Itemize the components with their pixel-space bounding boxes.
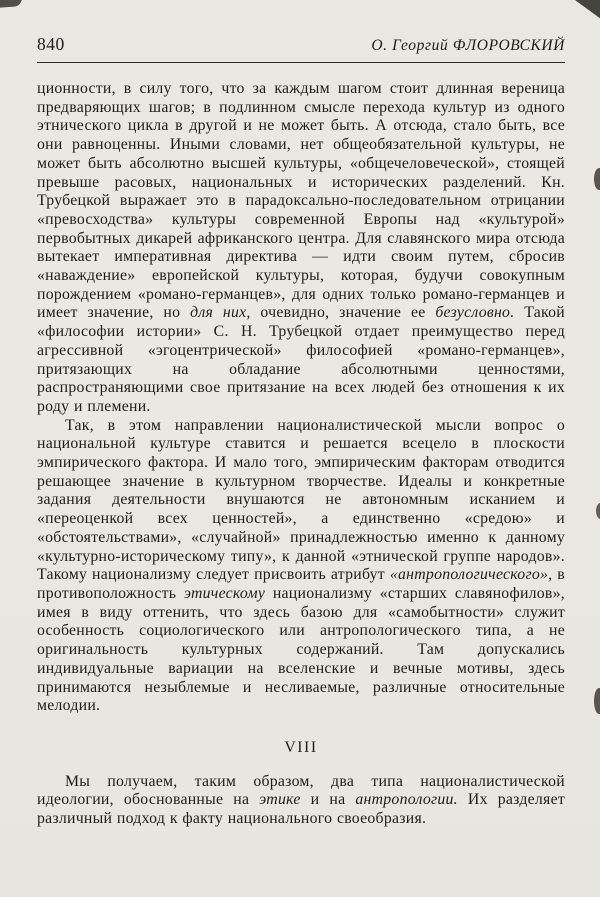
emphasis-text: этическому [183,584,266,602]
emphasis-text: для них, [190,304,251,322]
scan-artifact-right-1 [594,168,600,190]
text-run: и на [300,791,356,809]
running-title: О. Георгий ФЛОРОВСКИЙ [371,37,565,54]
paragraph [37,80,565,417]
text-run: ционности, в силу того, что за каждым шагом стоит длинная вереница предваряющих шагов; в подлинном смысле перехода культур из одного этнического цикла в другой и не может быть. А отсюда, стало быть, все они равноценны. Иными словами, нет общеобязательной культуры, не может быть абсолютно высшей культуры, «общечеловеческой», стоящей превыше расовых, национальных и исторических разделений. Кн. Трубецкой выражает это в парадоксально-последовательном отрицании «превосходства» культуры современной Европы над «культурой» первобытных дикарей африканского центра. Для славянского мира отсюда вытекает императивная директива — идти своим путем, сбросив «наваждение» европейской культуры, которая, будучи совокупным порождением «романо-германцев», для одних только романо-германцев и имеет значение, но [37,80,565,322]
text-run: национализму «старших славянофилов», имея в виду оттенить, что здесь базою для «самобытности» служит особенность социологического или антропологического типа, а не оригинальность культурных содержаний. Там допускались индивидуальные вариации на вселенские и вечные мотивы, здесь принимаются незыблемые и несливаемые, различные относительные мелодии. [37,584,565,715]
paragraph [37,773,565,829]
scan-artifact-top-right [562,0,600,24]
scan-artifact-right-3 [594,688,600,714]
emphasis-text: этике [259,791,301,809]
text-run: очевидно, значение ее [250,304,436,322]
text-run: Их разделяет различный подход к факту национального своеобразия. [37,791,565,828]
page-header [37,34,565,63]
text-run: Мы получаем, таким образом, два типа националистической идеологии, обоснованные на [37,772,565,809]
scan-artifact-right-2 [596,503,600,519]
emphasis-text: безусловно. [435,304,515,322]
paragraph [37,417,565,716]
emphasis-text: антропологии. [355,791,458,809]
text-run: Такой «философии истории» С. Н. Трубецкой отдает преимущество перед агрессивной «эгоцентрической» философией «романо-германцев», притязающих на обладание абсолютными ценностями, распространяющими свое притязание на всех людей без отношения к их роду и племени. [37,304,565,415]
scan-artifact-top-left [0,0,22,8]
emphasis-text: «антропологического», [389,566,553,584]
text-run: Так, в этом направлении националистической мысли вопрос о национальной культуре ставится и решается всецело в плоскости эмпирического фактора. И мало того, эмпирическим факторам отводится решающее значение в культурном творчестве. Идеалы и конкретные задания деятельности внушаются не автономным исканием и «переоценкой всех ценностей», а единственно «средою» и «обстоятельствами», «случайной» принадлежностью именно к данному «культурно-историческому типу», к данной «этнической группе народов». Такому национализму следует присвоить атрибут [37,416,565,584]
text-run: в противоположность [37,566,565,602]
page-content [37,34,565,829]
text-body [37,80,565,829]
section-heading: VIII [284,738,318,756]
page-number: 840 [37,34,65,54]
